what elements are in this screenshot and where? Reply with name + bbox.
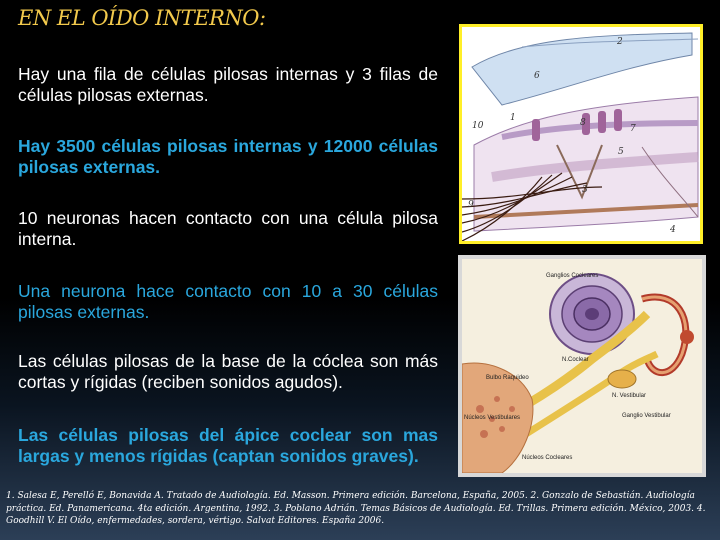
fig1-label-7: 7 <box>630 124 636 134</box>
fig1-label-3: 3 <box>582 185 588 195</box>
paragraph-hair-cell-rows: Hay una fila de células pilosas internas y 3 filas de células pilosas externas. <box>18 64 438 105</box>
fig1-label-5: 5 <box>618 147 624 157</box>
slide-title: EN EL OÍDO INTERNO: <box>18 6 266 30</box>
auditory-pathway-figure <box>458 255 706 477</box>
organ-of-corti-illustration <box>462 27 700 241</box>
organ-of-corti-figure <box>459 24 703 244</box>
fig1-label-1: 1 <box>510 113 516 123</box>
fig2-label-nucleos-cocleares: Núcleos Cocleares <box>522 455 573 461</box>
fig2-label-bulbo-raquideo: Bulbo Raquideo <box>486 375 529 381</box>
fig2-label-nucleos-vestibulares: Núcleos Vestibulares <box>464 415 521 421</box>
references: 1. Salesa E, Perelló E, Bonavida A. Tratado de Audiología. Ed. Masson. Primera edición. Barcelona, España, 2005. 2. Gonzalo de Sebastián. Audiología práctica. Ed. Panamericana. 4ta edición. Argentina, 1992. 3. Poblano Adrián. Temas Básicos de Audiología. Ed. Trillas. Primera edición. México, 2003. 4. Goodhill V. El Oído, enfermedades, sordera, vértigo. Salvat Editores. España 2006. <box>6 491 706 526</box>
fig2-label-n-vestibular: N. Vestibular <box>612 393 647 399</box>
auditory-pathway-illustration <box>462 259 702 473</box>
fig1-label-8: 8 <box>580 118 586 128</box>
paragraph-hair-cell-counts: Hay 3500 células pilosas internas y 12000 células pilosas externas. <box>18 136 438 177</box>
fig1-label-2: 2 <box>617 37 623 47</box>
fig2-label-n-coclear: N.Coclear <box>562 357 589 363</box>
paragraph-base-cells: Las células pilosas de la base de la cóclea son más cortas y rígidas (reciben sonidos agudos). <box>18 351 438 392</box>
fig1-label-6: 6 <box>534 71 540 81</box>
paragraph-neuron-outer: Una neurona hace contacto con 10 a 30 células pilosas externas. <box>18 281 438 322</box>
fig2-label-ganglios-cocleares: Ganglios Cocleares <box>546 273 599 279</box>
fig1-label-10: 10 <box>472 121 484 131</box>
fig2-label-ganglio-vestibular: Ganglio Vestibular <box>622 413 671 419</box>
paragraph-neurons-inner: 10 neuronas hacen contacto con una célula pilosa interna. <box>18 208 438 249</box>
fig1-label-4: 4 <box>670 225 676 235</box>
paragraph-apex-cells: Las células pilosas del ápice coclear son mas largas y menos rígidas (captan sonidos graves). <box>18 425 438 466</box>
fig1-label-9: 9 <box>468 200 474 210</box>
